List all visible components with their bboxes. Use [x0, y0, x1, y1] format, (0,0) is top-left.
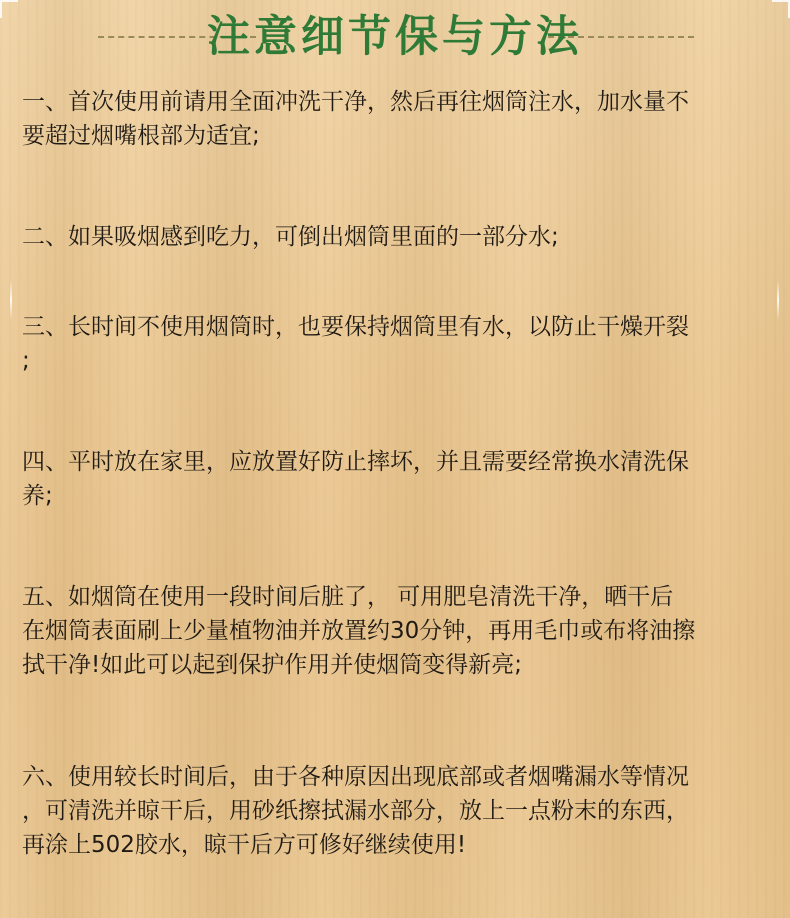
paragraph-5: [22, 580, 778, 682]
paragraph-6-line-3: 再涂上502胶水，晾干后方可修好继续使用!: [22, 832, 467, 858]
paragraph-3-line-1: 三、长时间不使用烟筒时，也要保持烟筒里有水，以防止干燥开裂: [22, 314, 689, 340]
paragraph-6-line-2: ，可清洗并晾干后，用砂纸擦拭漏水部分，放上一点粉末的东西，: [22, 798, 689, 824]
paragraph-5-line-3: 拭干净!如此可以起到保护作用并使烟筒变得新亮;: [22, 652, 522, 678]
paragraph-5-line-2: 在烟筒表面刷上少量植物油并放置约30分钟，再用毛巾或布将油擦: [22, 618, 696, 644]
paragraph-3-line-2: ;: [22, 348, 30, 374]
paragraph-2-line-1: 二、如果吸烟感到吃力，可倒出烟筒里面的一部分水;: [22, 224, 559, 250]
paragraph-1-line-1: 一、首次使用前请用全面冲洗干净，然后再往烟筒注水，加水量不: [22, 89, 689, 115]
paragraph-6: [22, 760, 778, 862]
paragraph-1-line-2: 要超过烟嘴根部为适宜;: [22, 123, 260, 149]
paragraph-5-line-1: 五、如烟筒在使用一段时间后脏了， 可用肥皂清洗干净，晒干后: [22, 584, 674, 610]
paragraph-3: [22, 310, 778, 378]
paragraph-2: [22, 220, 778, 254]
title-banner: [0, 6, 790, 68]
paragraph-4-line-2: 养;: [22, 483, 53, 509]
paragraph-4: [22, 445, 778, 513]
paragraph-4-line-1: 四、平时放在家里，应放置好防止摔坏，并且需要经常换水清洗保: [22, 449, 689, 475]
left-edge-highlight: [10, 280, 12, 320]
paragraph-1: [22, 85, 778, 153]
paragraph-6-line-1: 六、使用较长时间后，由于各种原因出现底部或者烟嘴漏水等情况: [22, 764, 689, 790]
page-title: 注意细节保与方法: [207, 12, 583, 62]
